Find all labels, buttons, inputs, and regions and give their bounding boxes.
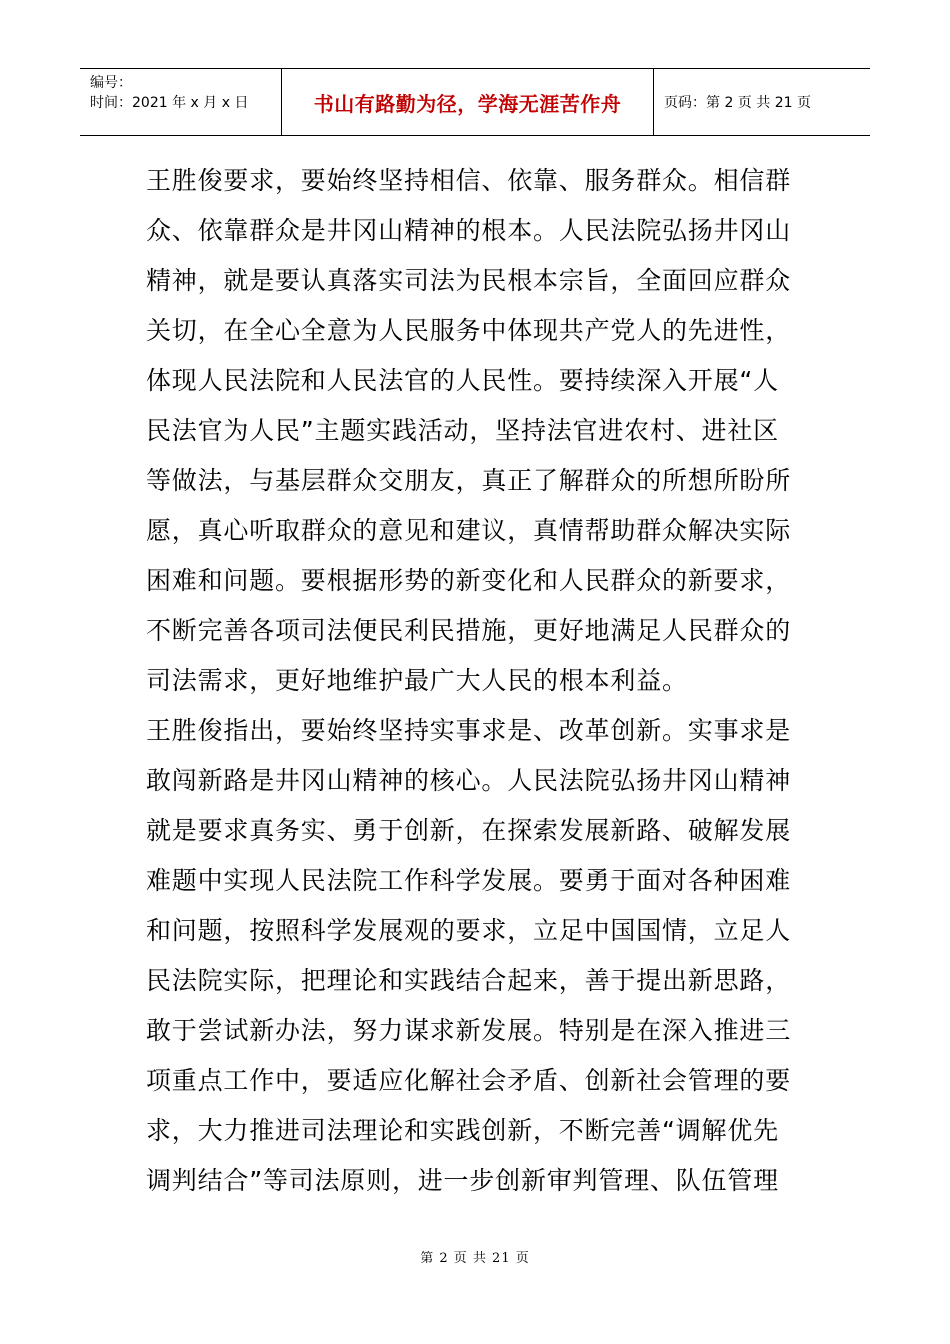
body-line: 调判结合”等司法原则，进一步创新审判管理、队伍管理 — [146, 1166, 779, 1195]
document-body — [146, 156, 814, 1206]
body-line: 民法官为人民”主题实践活动，坚持法官进农村、进社区 — [146, 416, 779, 445]
body-line: 众、依靠群众是井冈山精神的根本。人民法院弘扬井冈山 — [146, 216, 792, 245]
body-line: 精神，就是要认真落实司法为民根本宗旨，全面回应群众 — [146, 266, 792, 295]
body-line: 敢闯新路是井冈山精神的核心。人民法院弘扬井冈山精神 — [146, 766, 792, 795]
body-line: 就是要求真务实、勇于创新，在探索发展新路、破解发展 — [146, 816, 792, 845]
body-line: 求，大力推进司法理论和实践创新，不断完善“调解优先 — [146, 1116, 779, 1145]
header-page-cell — [654, 69, 870, 135]
page-header — [80, 68, 870, 136]
body-line: 不断完善各项司法便民利民措施，更好地满足人民群众的 — [146, 616, 792, 645]
document-number-label: 编号： — [90, 75, 132, 91]
body-line: 民法院实际，把理论和实践结合起来，善于提出新思路， — [146, 966, 792, 995]
body-line: 等做法，与基层群众交朋友，真正了解群众的所想所盼所 — [146, 466, 792, 495]
header-page-info: 页码：第 2 页 共 21 页 — [664, 95, 811, 111]
footer-page-number: 第 2 页 共 21 页 — [420, 1251, 530, 1266]
document-date-label: 时间：2021 年 x 月 x 日 — [90, 95, 249, 111]
page-footer — [0, 1247, 950, 1266]
body-line: 和问题，按照科学发展观的要求，立足中国国情，立足人 — [146, 916, 792, 945]
body-line: 司法需求，更好地维护最广大人民的根本利益。 — [146, 666, 688, 695]
body-line: 困难和问题。要根据形势的新变化和人民群众的新要求， — [146, 566, 792, 595]
body-line: 难题中实现人民法院工作科学发展。要勇于面对各种困难 — [146, 866, 792, 895]
header-motto: 书山有路勤为径，学海无涯苦作舟 — [313, 91, 622, 116]
body-line: 体现人民法院和人民法官的人民性。要持续深入开展“人 — [146, 366, 779, 395]
header-motto-cell — [282, 69, 654, 135]
body-line: 王胜俊要求，要始终坚持相信、依靠、服务群众。相信群 — [146, 166, 792, 195]
body-line: 敢于尝试新办法，努力谋求新发展。特别是在深入推进三 — [146, 1016, 792, 1045]
body-line: 愿，真心听取群众的意见和建议，真情帮助群众解决实际 — [146, 516, 792, 545]
header-meta-cell — [80, 69, 282, 135]
body-line: 关切，在全心全意为人民服务中体现共产党人的先进性， — [146, 316, 792, 345]
body-line: 项重点工作中，要适应化解社会矛盾、创新社会管理的要 — [146, 1066, 792, 1095]
body-line: 王胜俊指出，要始终坚持实事求是、改革创新。实事求是 — [146, 716, 792, 745]
